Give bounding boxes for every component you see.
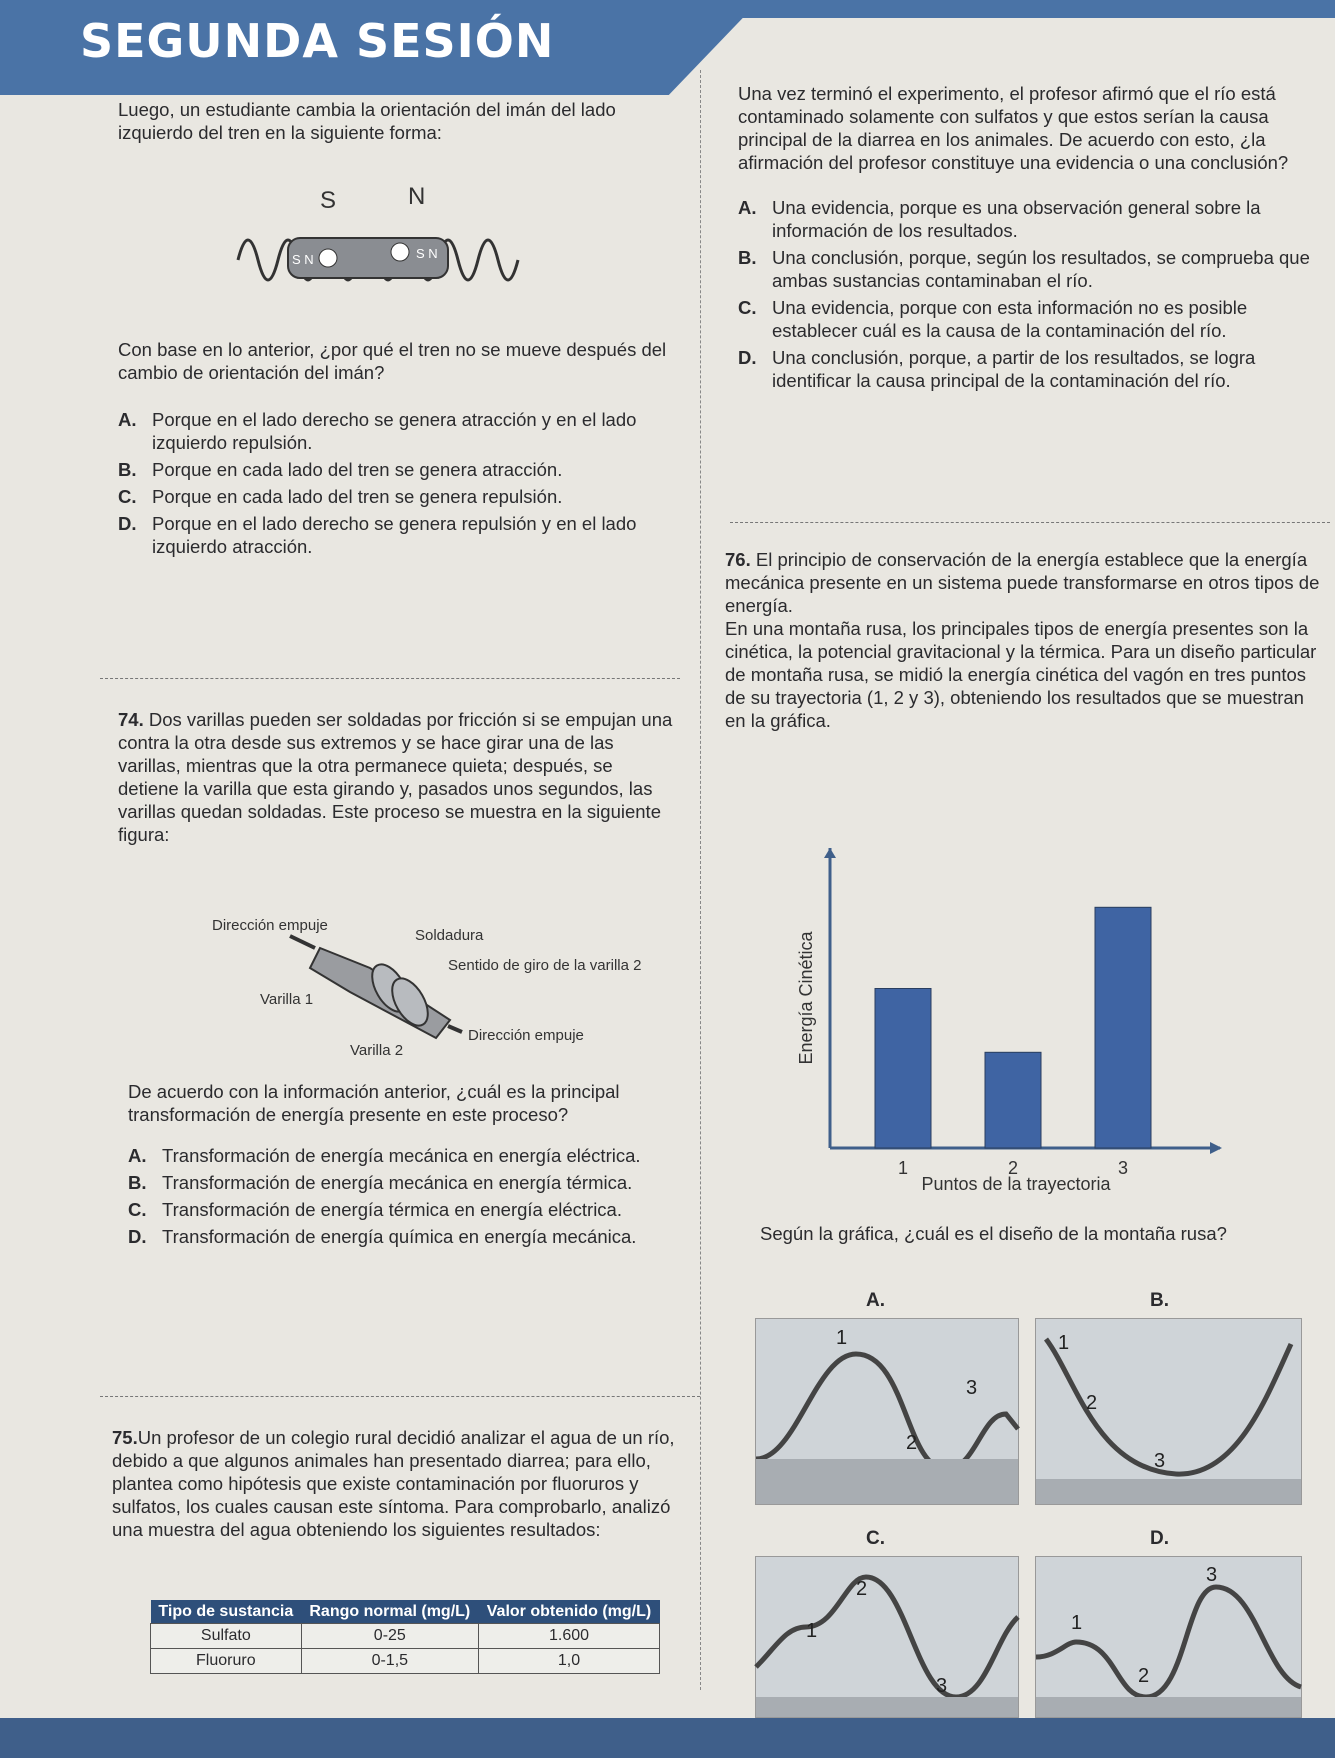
x-tick-label: 3 bbox=[1117, 1158, 1129, 1178]
table-cell: Fluoruro bbox=[151, 1649, 302, 1674]
option-d-letter[interactable]: D. bbox=[1150, 1528, 1169, 1549]
magnet-left-label: S N bbox=[292, 252, 314, 267]
q74-question: De acuerdo con la información anterior, ¿cuál es la principal transformación de energía presente en este proceso? bbox=[128, 1081, 620, 1125]
kinetic-energy-chart bbox=[796, 848, 1240, 1196]
table-row bbox=[151, 1624, 660, 1649]
table-header-row bbox=[151, 1600, 660, 1624]
q75-option-a[interactable]: A. Una evidencia, porque es una observación general sobre la información de los resultados. bbox=[738, 197, 1261, 241]
coaster-d-label-2: 2 bbox=[1138, 1665, 1150, 1687]
q74-option-b[interactable]: B. Transformación de energía mecánica en energía térmica. bbox=[128, 1172, 633, 1193]
x-axis-arrow-icon bbox=[1210, 1142, 1222, 1154]
option-a-letter[interactable]: A. bbox=[866, 1290, 885, 1311]
spin-label: Sentido de giro de la varilla 2 bbox=[448, 957, 642, 974]
q75-continuation-block bbox=[738, 82, 1328, 396]
results-table bbox=[150, 1600, 660, 1674]
divider-q74 bbox=[100, 1396, 700, 1397]
table-cell: 0-1,5 bbox=[301, 1649, 478, 1674]
q73-question: Con base en lo anterior, ¿por qué el tren no se mueve después del cambio de orientación del imán? bbox=[118, 339, 667, 383]
coaster-option-d[interactable] bbox=[1035, 1556, 1302, 1718]
q73-block bbox=[118, 98, 678, 144]
magnet-train-figure bbox=[228, 180, 568, 330]
dir1-label: Dirección empuje bbox=[212, 917, 328, 934]
table-cell: 1.600 bbox=[478, 1624, 659, 1649]
coaster-a-label-2: 2 bbox=[906, 1432, 918, 1454]
q73-option-d[interactable]: D. Porque en el lado derecho se genera repulsión y en el lado izquierdo atracción. bbox=[118, 513, 637, 557]
x-axis-label: Puntos de la trayectoria bbox=[921, 1174, 1111, 1194]
bar-point-3 bbox=[1095, 907, 1151, 1148]
rods-icon bbox=[290, 936, 462, 1038]
page-title: SEGUNDA SESIÓN bbox=[80, 14, 555, 68]
table-header: Rango normal (mg/L) bbox=[301, 1600, 478, 1624]
x-tick-label: 2 bbox=[1007, 1158, 1019, 1178]
q75-block bbox=[112, 1426, 682, 1541]
y-axis-arrow-icon bbox=[824, 848, 836, 858]
table-cell: 1,0 bbox=[478, 1649, 659, 1674]
pole-n-label: N bbox=[408, 183, 426, 210]
q74-block bbox=[118, 708, 678, 846]
q73-option-b[interactable]: B. Porque en cada lado del tren se genera atracción. bbox=[118, 459, 563, 480]
q74-option-a[interactable]: A. Transformación de energía mecánica en energía eléctrica. bbox=[128, 1145, 641, 1166]
rod2-label: Varilla 2 bbox=[350, 1042, 404, 1059]
q76-number: 76. bbox=[725, 549, 751, 570]
coaster-option-c[interactable] bbox=[755, 1556, 1019, 1718]
battery-icon bbox=[319, 249, 337, 267]
coaster-a-label-1: 1 bbox=[836, 1327, 848, 1349]
header-band-right bbox=[700, 0, 1335, 18]
q73-intro: Luego, un estudiante cambia la orientación del imán del lado izquierdo del tren en la siguiente forma: bbox=[118, 99, 616, 143]
q75-intro: 75.Un profesor de un colegio rural decidió analizar el agua de un río, debido a que algunos animales han presentado diarrea; para ello, plantea como hipótesis que existe contaminación por fluoruros y sulfatos, los cuales causan este síntoma. Para comprobarlo, analizó una muestra del agua obteniendo los siguientes resultados: bbox=[112, 1427, 675, 1540]
column-divider bbox=[700, 70, 701, 1690]
table-cell: 0-25 bbox=[301, 1624, 478, 1649]
coaster-b-drawing bbox=[1036, 1319, 1301, 1504]
q76-question: Según la gráfica, ¿cuál es el diseño de la montaña rusa? bbox=[760, 1223, 1227, 1244]
bars-group bbox=[875, 907, 1151, 1178]
q76-block bbox=[725, 548, 1325, 732]
magnet-right-label: S N bbox=[416, 246, 438, 261]
coaster-d-drawing bbox=[1036, 1557, 1301, 1717]
q76-intro: 76. El principio de conservación de la energía establece que la energía mecánica presente en un sistema puede transformarse en otros tipos de energía. bbox=[725, 549, 1320, 616]
battery-plus-icon bbox=[391, 243, 409, 261]
q74-number: 74. bbox=[118, 709, 144, 730]
option-b-letter[interactable]: B. bbox=[1150, 1290, 1169, 1311]
coaster-c-label-1: 1 bbox=[806, 1620, 818, 1642]
coaster-c-label-3: 3 bbox=[936, 1675, 948, 1697]
coaster-c-drawing bbox=[756, 1557, 1018, 1717]
bar-point-1 bbox=[875, 989, 931, 1149]
coaster-d-label-3: 3 bbox=[1206, 1564, 1218, 1586]
coaster-a-label-3: 3 bbox=[966, 1377, 978, 1399]
q75-option-c[interactable]: C. Una evidencia, porque con esta información no es posible establecer cuál es la causa de la contaminación del río. bbox=[738, 297, 1248, 341]
pole-s-label: S bbox=[320, 187, 337, 214]
table-row bbox=[151, 1649, 660, 1674]
q76-intro2: En una montaña rusa, los principales tipos de energía presentes son la cinética, la potencial gravitacional y la térmica. Para un diseño particular de montaña rusa, se midió la energía cinética del vagón en tres puntos de su trayectoria (1, 2 y 3), obteniendo los resultados que se muestran en la gráfica. bbox=[725, 618, 1317, 731]
coaster-b-label-3: 3 bbox=[1154, 1450, 1166, 1472]
option-c-letter[interactable]: C. bbox=[866, 1528, 885, 1549]
q75-number: 75. bbox=[112, 1427, 138, 1448]
dir2-label: Dirección empuje bbox=[468, 1027, 584, 1044]
q75-continuation: Una vez terminó el experimento, el profesor afirmó que el río está contaminado solamente con sulfatos y que estos serían la causa principal de la diarrea en los animales. De acuerdo con esto, ¿la afirmación del profesor constituye una evidencia o una conclusión? bbox=[738, 83, 1289, 173]
coaster-c-label-2: 2 bbox=[856, 1578, 868, 1600]
y-axis-label: Energía Cinética bbox=[796, 931, 816, 1065]
table-cell: Sulfato bbox=[151, 1624, 302, 1649]
q73-option-c[interactable]: C. Porque en cada lado del tren se genera repulsión. bbox=[118, 486, 563, 507]
divider-q75 bbox=[730, 522, 1330, 523]
q74-option-d[interactable]: D. Transformación de energía química en energía mecánica. bbox=[128, 1226, 637, 1247]
q76-question-block bbox=[760, 1222, 1320, 1245]
q75-option-b[interactable]: B. Una conclusión, porque, según los resultados, se comprueba que ambas sustancias contaminaban el río. bbox=[738, 247, 1310, 291]
coaster-option-b[interactable] bbox=[1035, 1318, 1302, 1505]
coaster-d-label-1: 1 bbox=[1071, 1612, 1083, 1634]
bottom-band bbox=[0, 1718, 1335, 1758]
q73-question-block bbox=[118, 338, 678, 562]
weld-label: Soldadura bbox=[415, 927, 484, 944]
table-header: Tipo de sustancia bbox=[151, 1600, 302, 1624]
divider-q73 bbox=[100, 678, 680, 679]
q74-option-c[interactable]: C. Transformación de energía térmica en energía eléctrica. bbox=[128, 1199, 622, 1220]
q74-question-block bbox=[128, 1080, 678, 1252]
coaster-b-label-2: 2 bbox=[1086, 1392, 1098, 1414]
x-tick-label: 1 bbox=[897, 1158, 909, 1178]
q75-option-d[interactable]: D. Una conclusión, porque, a partir de los resultados, se logra identificar la causa principal de la contaminación del río. bbox=[738, 347, 1256, 391]
bar-point-2 bbox=[985, 1052, 1041, 1148]
coaster-a-drawing bbox=[756, 1319, 1018, 1504]
welding-figure bbox=[200, 910, 642, 1070]
rod1-label: Varilla 1 bbox=[260, 991, 314, 1008]
q74-intro: 74. Dos varillas pueden ser soldadas por fricción si se empujan una contra la otra desde sus extremos y se hace girar una de las varillas, mientras que la otra permanece quieta; después, se detiene la varilla que esta girando y, pasados unos segundos, las varillas quedan soldadas. Este proceso se muestra en la siguiente figura: bbox=[118, 709, 673, 845]
coaster-b-label-1: 1 bbox=[1058, 1332, 1070, 1354]
table-header: Valor obtenido (mg/L) bbox=[478, 1600, 659, 1624]
coaster-option-a[interactable] bbox=[755, 1318, 1019, 1505]
q73-option-a[interactable]: A. Porque en el lado derecho se genera atracción y en el lado izquierdo repulsión. bbox=[118, 409, 637, 453]
